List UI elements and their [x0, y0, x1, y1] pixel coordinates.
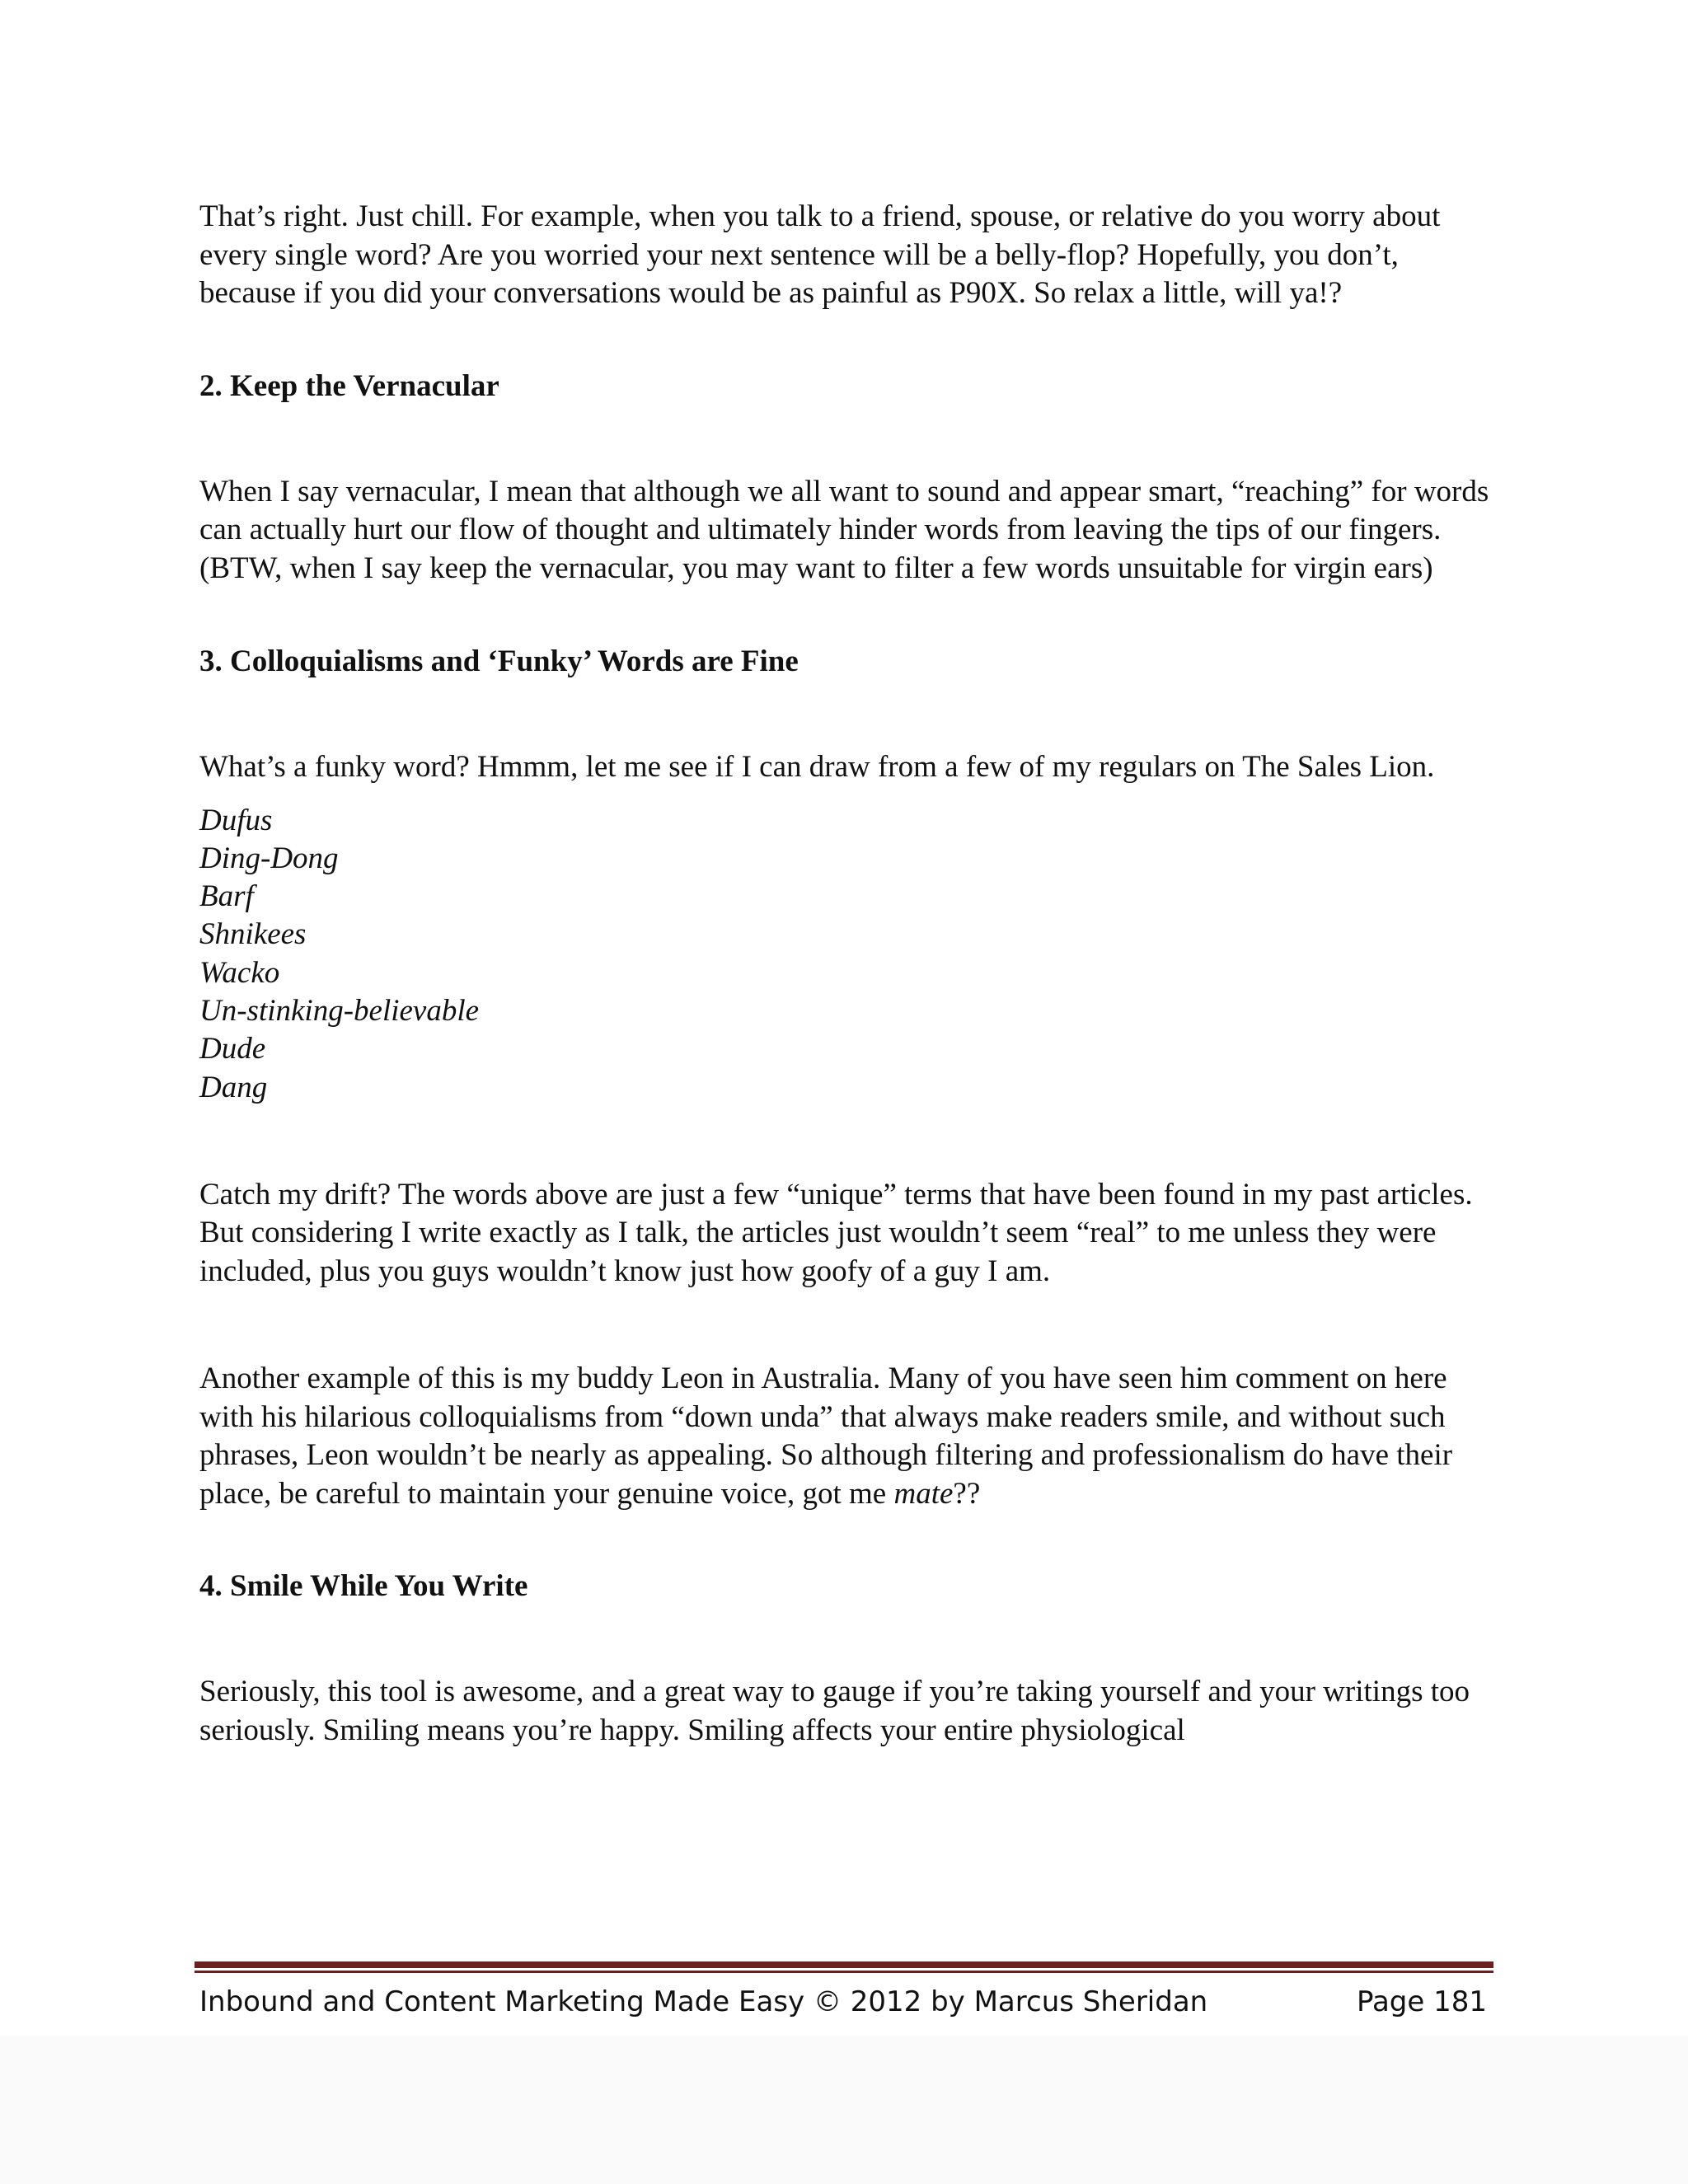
footer-text-row [195, 1981, 1493, 2022]
paragraph-buddy-leon [199, 1360, 1493, 1513]
footer-rule-thick [195, 1961, 1493, 1968]
paragraph-vernacular: When I say vernacular, I mean that although we all want to sound and appear smart, “reaching” for words can actually hurt our flow of thought and ultimately hinder words from leaving the tips of our fingers. (BTW, when I say keep the vernacular, you may want to filter a few words unsuitable for virgin ears) [199, 474, 1489, 585]
heading-colloquialisms: 3. Colloquialisms and ‘Funky’ Words are Fine [199, 644, 799, 678]
list-item: Dang [199, 1070, 268, 1104]
paragraph-just-chill: That’s right. Just chill. For example, when you talk to a friend, spouse, or relative do you worry about every single word? Are you worried your next sentence will be a belly-flop? Hopefully, you don’t, because if you did your conversations would be as painful as P90X. So relax a little, will ya!? [199, 199, 1441, 310]
heading-keep-the-vernacular: 2. Keep the Vernacular [199, 368, 499, 403]
paragraph-buddy-leon-text: Another example of this is my buddy Leon in Australia. Many of you have seen him comment on here with his hilarious colloquialisms from “down unda” that always make readers smile, and without such phrases, Leon wouldn’t be nearly as appealing. So although filtering and professionalism do have their place, be careful to maintain your genuine voice, got me [199, 1361, 1453, 1511]
paragraph-funky-word: What’s a funky word? Hmmm, let me see if I can draw from a few of my regulars on The Sales Lion. [199, 750, 1435, 784]
page-footer [195, 1961, 1493, 2022]
list-item: Ding-Dong [199, 841, 339, 875]
paragraph-smiling: Seriously, this tool is awesome, and a great way to gauge if you’re taking yourself and your writings too seriously. Smiling means you’re happy. Smiling affects your entire physiological [199, 1675, 1470, 1747]
italic-mate: mate [893, 1476, 954, 1511]
list-item: Wacko [199, 955, 280, 990]
funky-words-list [199, 802, 1493, 1107]
list-item: Barf [199, 879, 254, 914]
list-item: Un-stinking-believable [199, 993, 480, 1028]
list-item: Shnikees [199, 917, 307, 952]
footer-rule-thin [195, 1971, 1493, 1973]
paragraph-catch-my-drift: Catch my drift? The words above are just a few “unique” terms that have been found in my past articles. But considering I write exactly as I talk, the articles just wouldn’t seem “real” to me unless they were included, plus you guys wouldn’t know just how goofy of a guy I am. [199, 1177, 1473, 1288]
list-item: Dufus [199, 803, 273, 837]
paragraph-buddy-leon-end: ?? [953, 1476, 981, 1511]
page-body [199, 198, 1493, 1750]
heading-smile-while-you-write: 4. Smile While You Write [199, 1569, 528, 1604]
list-item: Dude [199, 1032, 266, 1066]
footer-page-number: Page 181 [1356, 1985, 1487, 2018]
page-bottom-margin [0, 2036, 1688, 2184]
footer-copyright: Inbound and Content Marketing Made Easy © 2012 by Marcus Sheridan [199, 1985, 1208, 2018]
